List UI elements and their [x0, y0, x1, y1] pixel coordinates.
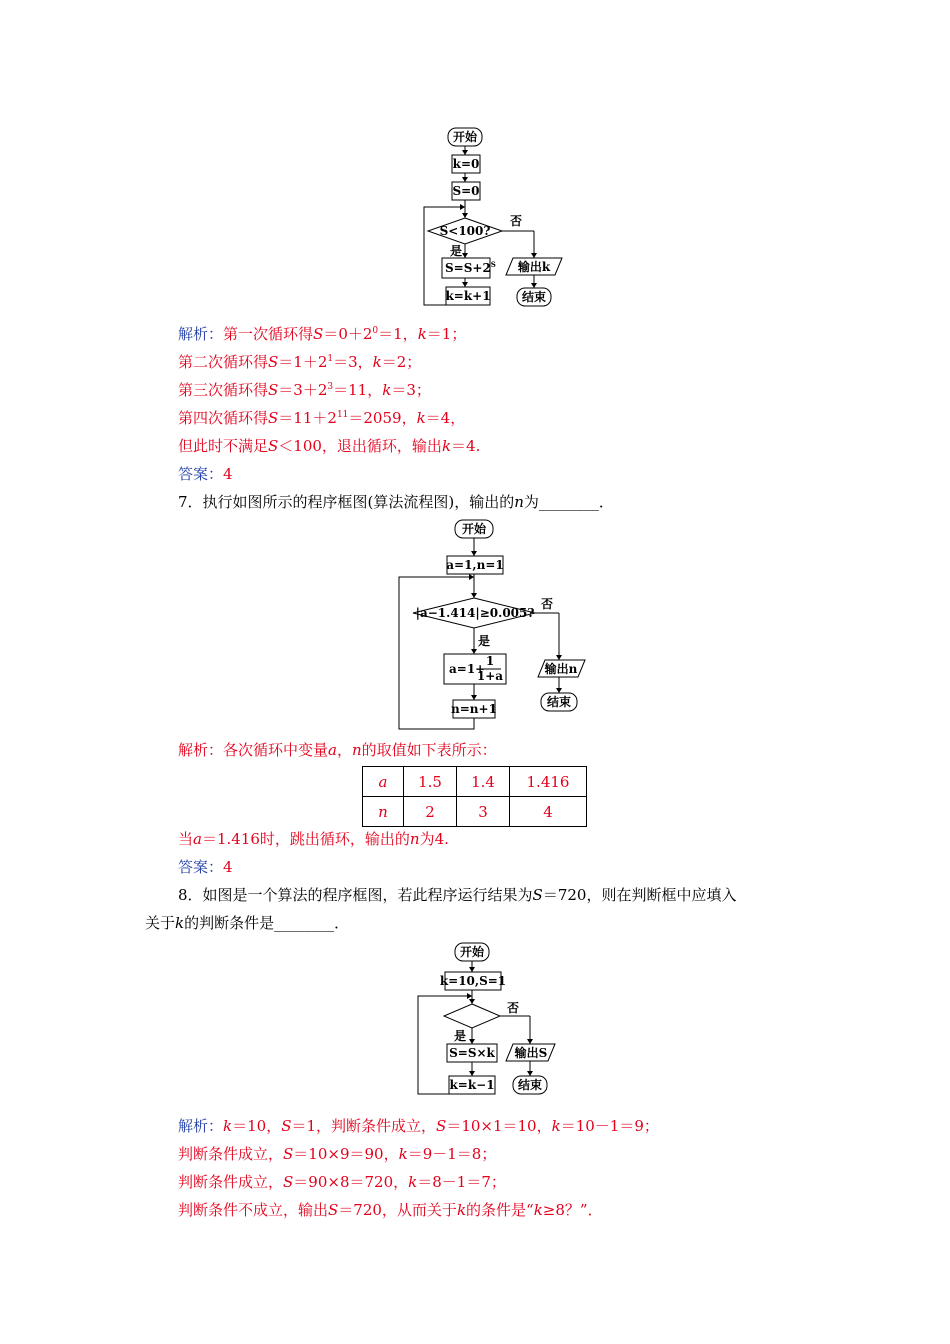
fc1-update-s: $S=S+2^S$ — [445, 260, 496, 275]
fc3-end: 结束 — [517, 1078, 543, 1092]
table-cell: 4 — [510, 797, 587, 827]
fc2-update-n: n=n+1 — [451, 702, 497, 716]
solution7-table — [362, 766, 587, 827]
question7: 7．执行如图所示的程序框图(算法流程图)，输出的n为________． — [178, 493, 614, 511]
solution8-line-1: 解析：k＝10，S＝1，判断条件成立，S＝10×1＝10，k＝10－1＝9； — [178, 1117, 659, 1135]
flowchart-1 — [410, 125, 580, 315]
table-cell: 1.4 — [457, 767, 510, 797]
solution6-line-1: 解析：第一次循环得$S=0+2^0=1$，k＝1； — [178, 325, 467, 343]
fc1-end: 结束 — [521, 290, 547, 304]
fc2-update-a: a=1+ — [449, 662, 486, 676]
table-row — [363, 797, 587, 827]
solution7-conclusion: 当a＝1.416时，跳出循环，输出的n为4. — [178, 830, 449, 848]
question8-line-2: 关于k的判断条件是________． — [145, 914, 350, 932]
solution6-line-5: 但此时不满足S＜100，退出循环，输出k＝4. — [178, 437, 481, 455]
fc1-init-k: k=0 — [452, 157, 480, 171]
solution6-answer: 答案：4 — [178, 465, 233, 483]
table-cell: 1.5 — [404, 767, 457, 797]
fc1-no-label: 否 — [510, 214, 523, 228]
table-cell: n — [363, 797, 404, 827]
solution8-line-3: 判断条件成立，S＝90×8＝720，k＝8－1＝7； — [178, 1173, 506, 1191]
fc3-start: 开始 — [459, 945, 485, 959]
solution7-answer: 答案：4 — [178, 858, 233, 876]
fc3-yes-label: 是 — [454, 1029, 467, 1043]
fc2-yes-label: 是 — [478, 634, 491, 648]
solution6-line-3: 第三次循环得$S=3+2^3=11$，k＝3； — [178, 381, 431, 399]
question8-line-1: 8．如图是一个算法的程序框图，若此程序运行结果为S＝720，则在判断框中应填入 — [178, 886, 737, 904]
solution6-line-4: 第四次循环得$S=11+2^{11}=2059$，k＝4， — [178, 409, 466, 427]
flowchart-2 — [395, 517, 595, 733]
fc3-output: 输出S — [514, 1046, 548, 1060]
fc2-condition: |a−1.414|≥0.005? — [415, 606, 535, 620]
fc2-fraction-den: 1+a — [476, 669, 504, 683]
fc2-output: 输出n — [544, 662, 578, 676]
fc1-output: 输出k — [517, 260, 551, 274]
fc2-fraction-num: 1 — [485, 654, 495, 668]
fc3-update-s: S=S×k — [449, 1046, 495, 1060]
fc2-init: a=1,n=1 — [446, 558, 504, 572]
fc2-no-label: 否 — [541, 597, 554, 611]
table-cell: 1.416 — [510, 767, 587, 797]
fc1-update-k: k=k+1 — [445, 289, 491, 303]
fc1-start: 开始 — [452, 130, 478, 144]
solution8-line-4: 判断条件不成立，输出S＝720，从而关于k的条件是“k≥8？”． — [178, 1201, 603, 1219]
fc1-condition: S<100? — [439, 224, 491, 238]
flowchart-3 — [412, 940, 572, 1110]
table-cell: a — [363, 767, 404, 797]
fc1-init-s: S=0 — [452, 184, 480, 198]
table-row — [363, 767, 587, 797]
fc2-end: 结束 — [546, 695, 572, 709]
fc1-yes-label: 是 — [450, 244, 463, 258]
solution6-line-2: 第二次循环得$S=1+2^1=3$，k＝2； — [178, 353, 422, 371]
fc2-start: 开始 — [461, 522, 487, 536]
solution8-line-2: 判断条件成立，S＝10×9＝90，k＝9－1＝8； — [178, 1145, 497, 1163]
fc3-init: k=10,S=1 — [439, 974, 507, 988]
fc3-no-label: 否 — [507, 1001, 520, 1015]
solution7-intro: 解析：各次循环中变量a，n的取值如下表所示： — [178, 741, 497, 759]
table-cell: 3 — [457, 797, 510, 827]
fc3-update-k: k=k−1 — [449, 1078, 495, 1092]
table-cell: 2 — [404, 797, 457, 827]
